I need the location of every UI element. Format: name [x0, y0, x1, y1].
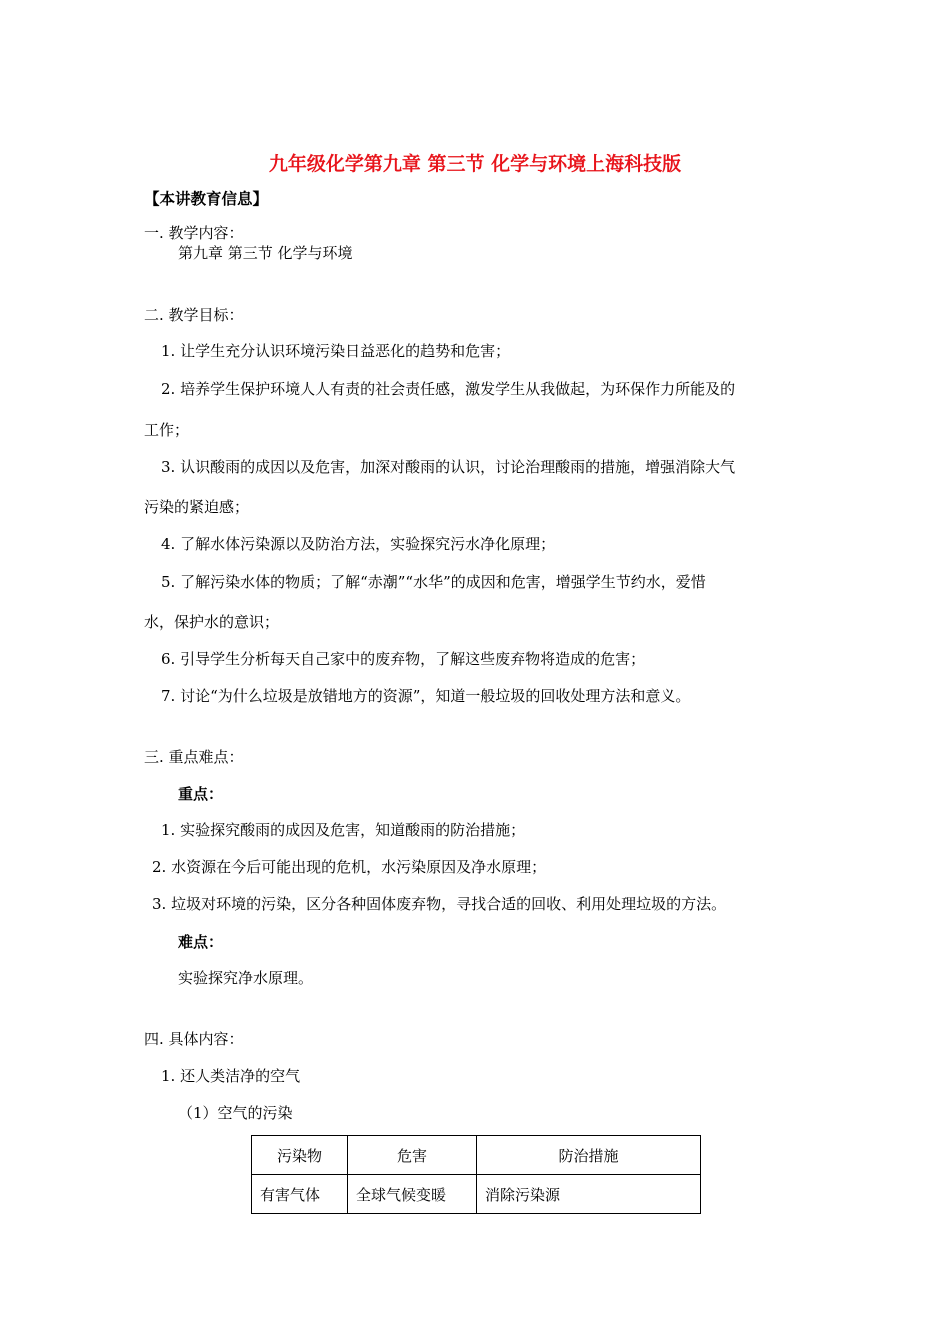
section-4-heading: 四. 具体内容：: [144, 1030, 244, 1048]
section-1-heading: 一. 教学内容：: [144, 224, 244, 242]
section-3-heading: 三. 重点难点：: [144, 748, 244, 766]
cell-pollutant: 有害气体: [252, 1175, 348, 1214]
key-points-label: 重点：: [178, 785, 224, 803]
objective-1: 1. 让学生充分认识环境污染日益恶化的趋势和危害；: [161, 342, 511, 360]
objective-2-line-1: 2. 培养学生保护环境人人有责的社会责任感，激发学生从我做起，为环保作力所能及的: [161, 380, 736, 398]
difficult-points-label: 难点：: [178, 933, 224, 951]
objective-6: 6. 引导学生分析每天自己家中的废弃物，了解这些废弃物将造成的危害；: [161, 650, 646, 668]
section-header: 【本讲教育信息】: [144, 189, 269, 208]
key-point-2: 2. 水资源在今后可能出现的危机，水污染原因及净水原理；: [152, 858, 547, 876]
subsection-1-heading: 1. 还人类洁净的空气: [161, 1067, 301, 1085]
difficult-point-1: 实验探究净水原理。: [178, 969, 314, 987]
key-point-1: 1. 实验探究酸雨的成因及危害，知道酸雨的防治措施；: [161, 821, 526, 839]
objective-7: 7. 讨论“为什么垃圾是放错地方的资源”，知道一般垃圾的回收处理方法和意义。: [161, 687, 691, 705]
table-row: [252, 1175, 701, 1214]
cell-harm: 全球气候变暖: [348, 1175, 477, 1214]
objective-3-line-2: 污染的紧迫感；: [144, 498, 250, 516]
header-pollutant: 污染物: [252, 1136, 348, 1175]
document-title: 九年级化学第九章 第三节 化学与环境上海科技版: [268, 153, 682, 175]
subsection-1-1-heading: （1）空气的污染: [178, 1104, 293, 1122]
header-harm: 危害: [348, 1136, 477, 1175]
key-point-3: 3. 垃圾对环境的污染，区分各种固体废弃物，寻找合适的回收、利用处理垃圾的方法。: [152, 895, 727, 913]
objective-5-line-1: 5. 了解污染水体的物质；了解“赤潮”“水华”的成因和危害，增强学生节约水，爱惜: [161, 573, 706, 591]
section-2-heading: 二. 教学目标：: [144, 306, 244, 324]
pollution-table: [251, 1135, 701, 1214]
cell-measures: 消除污染源: [477, 1175, 701, 1214]
objective-2-line-2: 工作；: [144, 421, 190, 439]
table-header-row: [252, 1136, 701, 1175]
objective-5-line-2: 水，保护水的意识；: [144, 613, 280, 631]
header-measures: 防治措施: [477, 1136, 701, 1175]
section-1-content: 第九章 第三节 化学与环境: [178, 244, 353, 262]
objective-4: 4. 了解水体污染源以及防治方法，实验探究污水净化原理；: [161, 535, 556, 553]
objective-3-line-1: 3. 认识酸雨的成因以及危害，加深对酸雨的认识，讨论治理酸雨的措施，增强消除大气: [161, 458, 736, 476]
